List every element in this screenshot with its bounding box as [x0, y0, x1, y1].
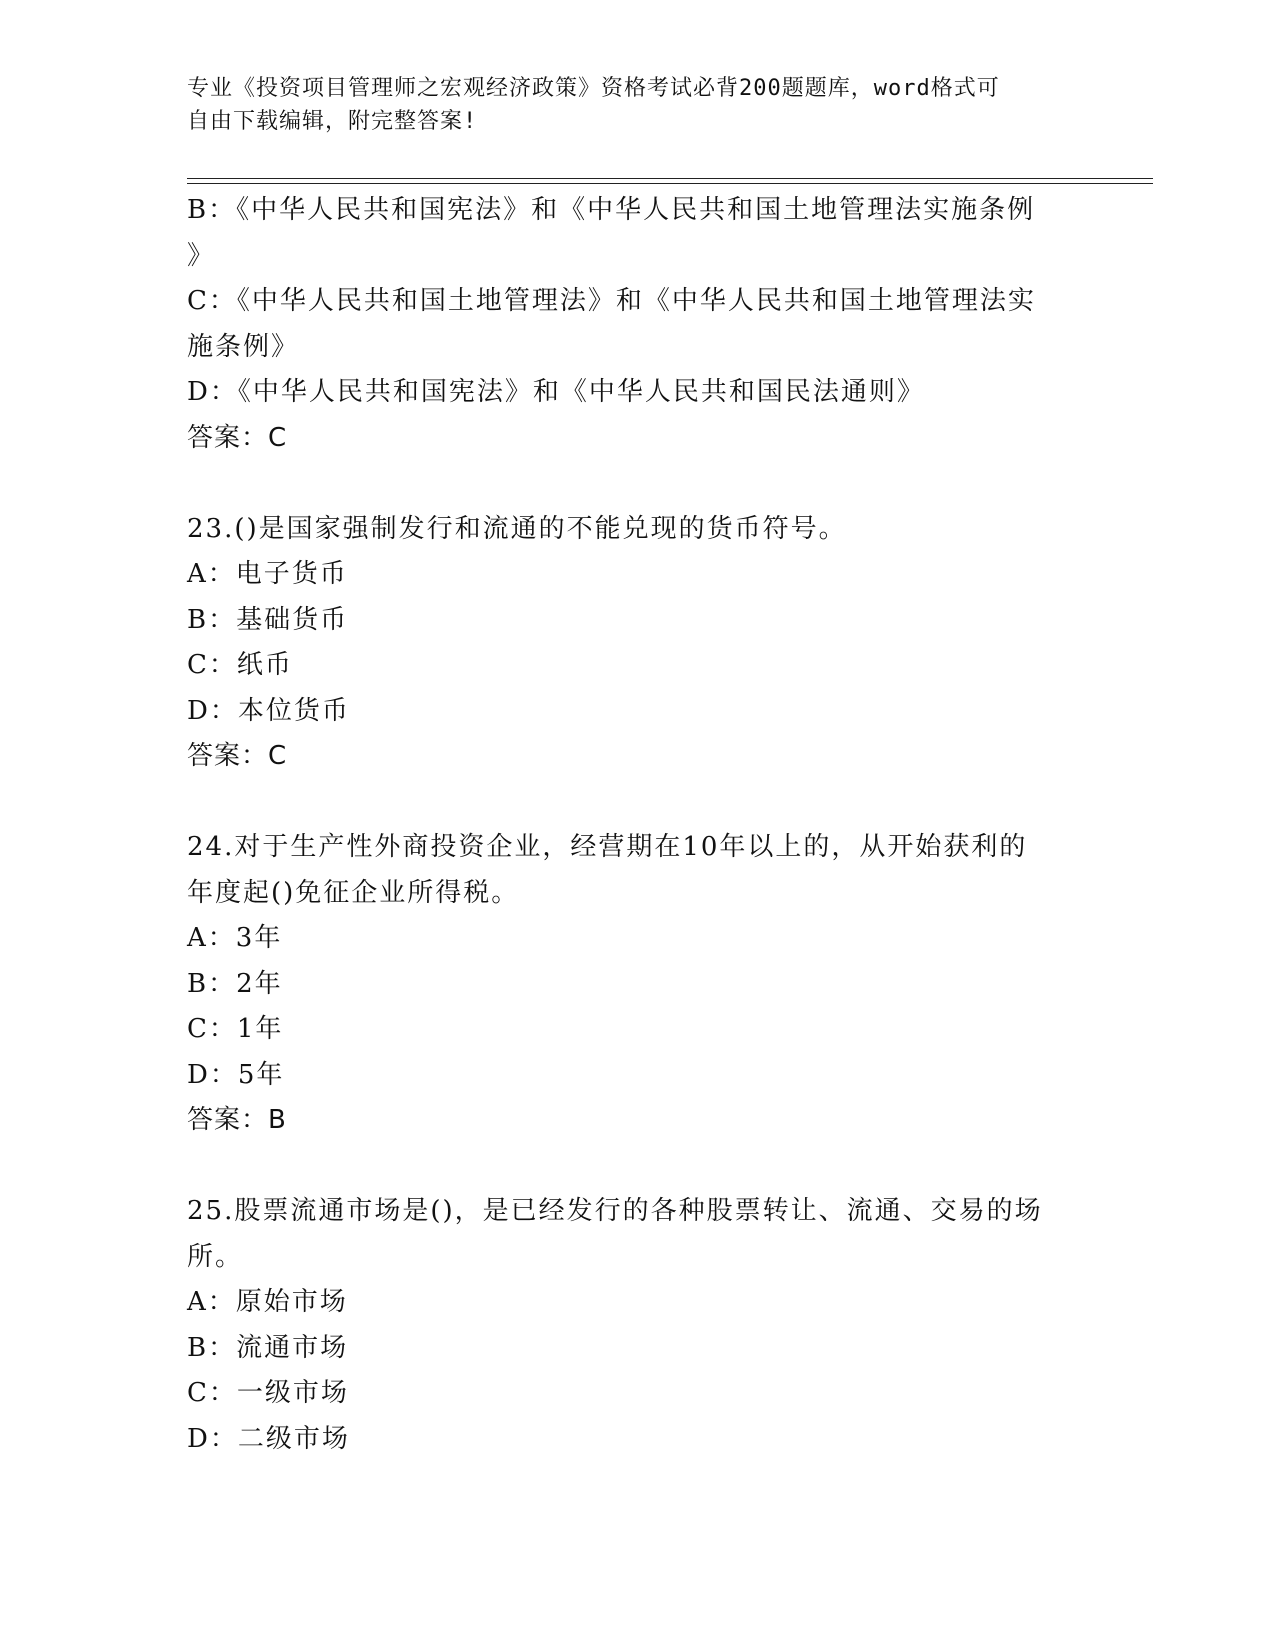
option-a: A：3年	[187, 923, 283, 953]
option-b-continued: 》	[187, 240, 216, 271]
option-a: A：电子货币	[187, 559, 348, 589]
question-stem: 23.()是国家强制发行和流通的不能兑现的货币符号。	[187, 513, 847, 544]
option-c: C：一级市场	[187, 1378, 349, 1408]
option-b: B：流通市场	[187, 1332, 349, 1363]
spacer	[187, 780, 1087, 826]
option-a: A：原始市场	[187, 1287, 348, 1317]
question-stem-continued: 年度起()免征企业所得税。	[187, 877, 520, 908]
option-b: B：2年	[187, 968, 283, 999]
option-d: D：《中华人民共和国宪法》和《中华人民共和国民法通则》	[187, 377, 925, 407]
spacer	[187, 461, 1087, 507]
question-stem: 25.股票流通市场是()，是已经发行的各种股票转让、流通、交易的场	[187, 1196, 1043, 1226]
document-header	[187, 72, 1067, 138]
option-d: D：二级市场	[187, 1423, 350, 1454]
header-line-2: 自由下载编辑，附完整答案!	[187, 109, 478, 134]
option-d: D：5年	[187, 1059, 285, 1090]
question-24	[187, 825, 1087, 1144]
answer: 答案：B	[187, 1105, 287, 1135]
question-25	[187, 1189, 1087, 1462]
option-c-continued: 施条例》	[187, 331, 300, 362]
option-d: D：本位货币	[187, 695, 350, 726]
answer: 答案：C	[187, 741, 288, 771]
question-23	[187, 507, 1087, 780]
question-stem-continued: 所。	[187, 1241, 244, 1272]
option-c: C：《中华人民共和国土地管理法》和《中华人民共和国土地管理法实	[187, 286, 1036, 316]
header-line-1: 专业《投资项目管理师之宏观经济政策》资格考试必背200题题库，word格式可	[187, 76, 1000, 101]
option-b: B：《中华人民共和国宪法》和《中华人民共和国土地管理法实施条例	[187, 195, 1036, 225]
option-b: B：基础货币	[187, 604, 349, 635]
header-divider-top	[187, 178, 1153, 179]
question-stem: 24.对于生产性外商投资企业，经营期在10年以上的，从开始获利的	[187, 832, 1028, 862]
option-c: C：1年	[187, 1014, 284, 1044]
question-22-continued	[187, 188, 1087, 461]
question-content	[187, 188, 1087, 1462]
header-divider-bottom	[187, 183, 1153, 184]
option-c: C：纸币	[187, 650, 293, 680]
answer: 答案：C	[187, 422, 288, 453]
spacer	[187, 1144, 1087, 1190]
